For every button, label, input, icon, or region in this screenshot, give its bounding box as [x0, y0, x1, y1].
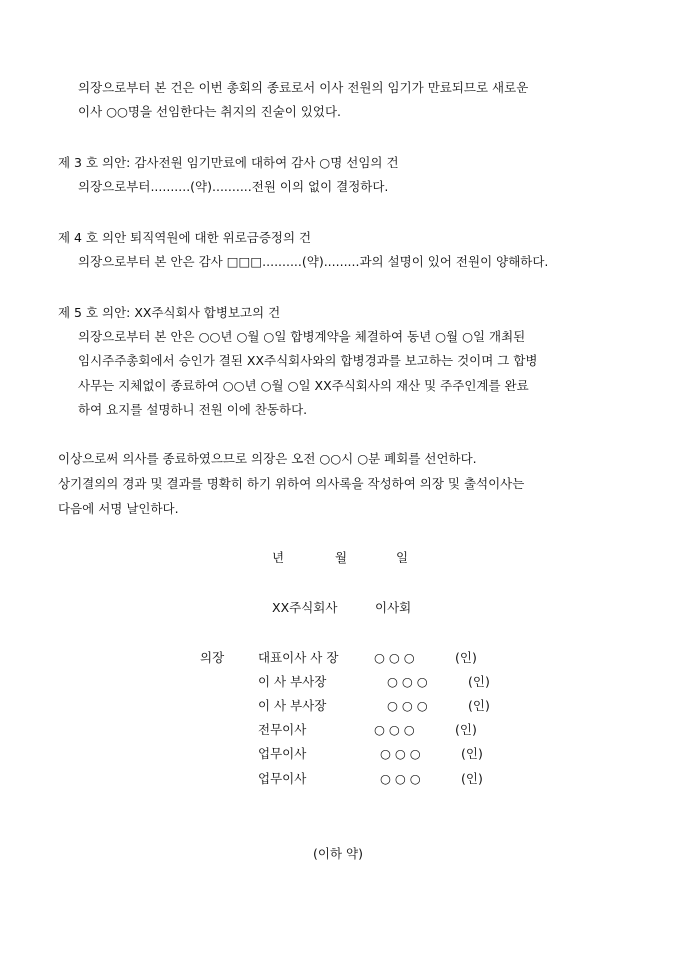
date-year: 년 [272, 550, 285, 565]
seal-mark: (인) [455, 722, 477, 737]
agenda-heading: 제 3 호 의안: 감사전원 임기만료에 대하여 감사 ○명 선임의 건 [58, 155, 399, 170]
signatory-name: ○ ○ ○ [387, 698, 428, 713]
signatory-name: ○ ○ ○ [380, 746, 421, 761]
agenda-body-line: 임시주주총회에서 승인가 결된 XX주식회사와의 합병경과를 보고하는 것이며 그 합병 [78, 353, 538, 368]
company-name: XX주식회사 [272, 600, 338, 615]
signatory-title: 대표이사 사 장 [258, 650, 339, 665]
signatory-name: ○ ○ ○ [374, 722, 415, 737]
seal-mark: (인) [461, 746, 483, 761]
closing-line: 이상으로써 의사를 종료하였으므로 의장은 오전 ○○시 ○분 폐회를 선언하다. [58, 451, 477, 466]
signatory-title: 이 사 부사장 [258, 698, 327, 713]
agenda-heading: 제 4 호 의안 퇴직역원에 대한 위로금증정의 건 [58, 230, 312, 245]
agenda-body-line: 의장으로부터..........(약)..........전원 이의 없이 결정하다. [78, 179, 389, 194]
date-month: 월 [335, 550, 348, 565]
agenda-body-line: 의장으로부터 본 안은 감사 □□□..........(약).........과의 설명이 있어 전원이 양해하다. [78, 254, 549, 269]
chair-label: 의장 [200, 650, 225, 665]
signatory-name: ○ ○ ○ [380, 771, 421, 786]
agenda-body-line: 하여 요지를 설명하니 전원 이에 찬동하다. [78, 402, 308, 417]
agenda-body-line: 의장으로부터 본 안은 ○○년 ○월 ○일 합병계약을 체결하여 동년 ○월 ○일 개최된 [78, 329, 526, 344]
seal-mark: (인) [468, 698, 490, 713]
date-day: 일 [396, 550, 409, 565]
seal-mark: (인) [468, 674, 490, 689]
closing-line: 상기결의의 경과 및 결과를 명확히 하기 위하여 의사록을 작성하여 의장 및 출석이사는 [58, 476, 525, 491]
seal-mark: (인) [461, 771, 483, 786]
signatory-title: 업무이사 [258, 746, 307, 761]
signatory-name: ○ ○ ○ [374, 650, 415, 665]
company-board: 이사회 [375, 600, 412, 615]
seal-mark: (인) [455, 650, 477, 665]
signatory-title: 이 사 부사장 [258, 674, 327, 689]
signatory-title: 업무이사 [258, 771, 307, 786]
paragraph-line: 이사 ○○명을 선임한다는 취지의 진술이 있었다. [78, 104, 342, 119]
agenda-heading: 제 5 호 의안: XX주식회사 합병보고의 건 [58, 305, 281, 320]
agenda-body-line: 사무는 지체없이 종료하여 ○○년 ○월 ○일 XX주식회사의 재산 및 주주인계를 완료 [78, 378, 529, 393]
signatory-name: ○ ○ ○ [387, 674, 428, 689]
signatory-title: 전무이사 [258, 722, 307, 737]
closing-line: 다음에 서명 날인하다. [58, 501, 179, 516]
footer-note: (이하 약) [313, 846, 363, 861]
paragraph-line: 의장으로부터 본 건은 이번 총회의 종료로서 이사 전원의 임기가 만료되므로 새로운 [78, 80, 529, 95]
